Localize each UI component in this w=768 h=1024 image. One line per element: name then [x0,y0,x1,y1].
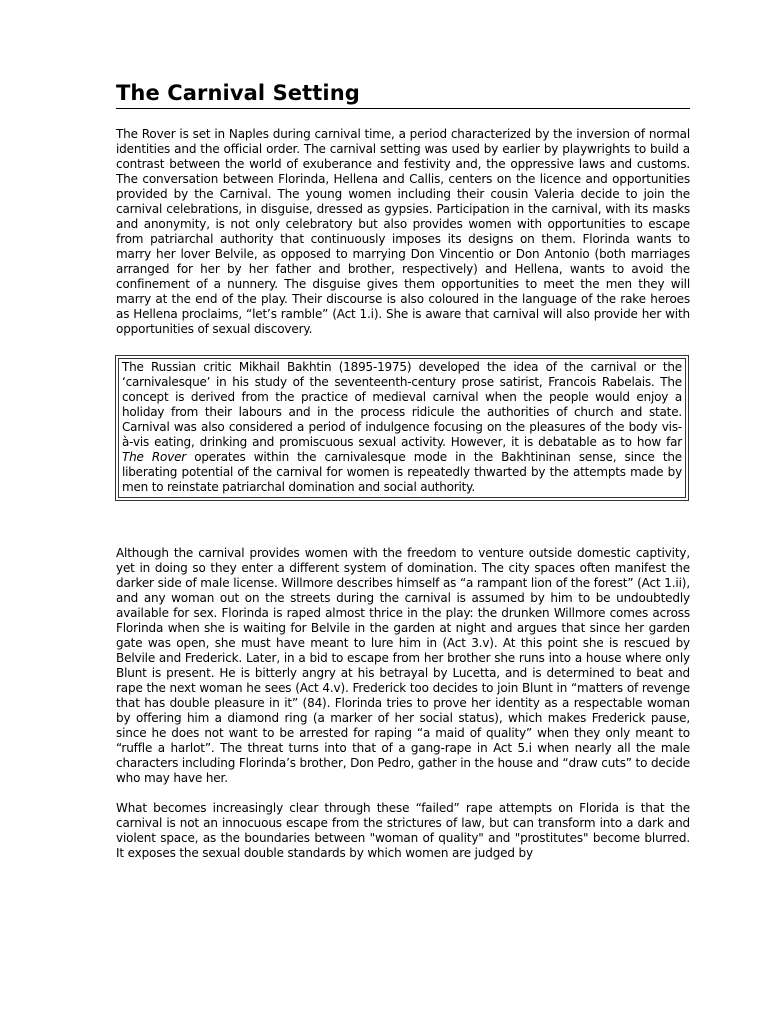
bakhtin-note-box [115,355,689,501]
document-page [116,80,690,861]
title-underline [116,108,690,109]
bakhtin-note-text [122,360,682,495]
spacer [116,786,690,801]
bakhtin-note-text-after: operates within the carnivalesque mode in the Bakhtininan sense, since the liberating potential of the carnival for women is repeatedly thwarted by the attempts made by men to reinstate patriarchal domination and social authority. [122,450,682,494]
bakhtin-note-text-before: The Russian critic Mikhail Bakhtin (1895-1975) developed the idea of the carnival or the ‘carnivalesque’ in his study of the seventeenth-century prose satirist, Francois Rabelais. The concept is derived from the practice of medieval carnival when the people would enjoy a holiday from their labours and in the process ridicule the authorities of church and state. Carnival was also considered a period of indulgence focusing on the pleasures of the body vis-à-vis eating, drinking and promiscuous sexual activity. However, it is debatable as to how far [122,360,682,449]
bakhtin-note-inner [118,358,686,498]
spacer [116,501,690,546]
bakhtin-note-play-title: The Rover [122,450,187,464]
paragraph-carnival-intro: The Rover is set in Naples during carnival time, a period characterized by the inversion of normal identities and the official order. The carnival setting was used by earlier by playwrights to build a contrast between the world of exuberance and festivity and, the oppressive laws and customs. The conversation between Florinda, Hellena and Callis, centers on the licence and opportunities provided by the Carnival. The young women including their cousin Valeria decide to join the carnival celebrations, in disguise, dressed as gypsies. Participation in the carnival, with its masks and anonymity, is not only celebratory but also provides women with opportunities to escape from patriarchal authority that continuously imposes its designs on them. Florinda wants to marry her lover Belvile, as opposed to marrying Don Vincentio or Don Antonio (both marriages arranged for her by her father and brother, respectively) and Hellena, wants to avoid the confinement of a nunnery. The disguise gives them opportunities to meet the men they will marry at the end of the play. Their discourse is also coloured in the language of the rake heroes as Hellena proclaims, “let’s ramble” (Act 1.i). She is aware that carnival will also provide her with opportunities of sexual discovery. [116,127,690,336]
paragraph-failed-attempts: What becomes increasingly clear through these “failed” rape attempts on Florida is that the carnival is not an innocuous escape from the strictures of law, but can transform into a dark and violent space, as the boundaries between "woman of quality" and "prostitutes" become blurred. It exposes the sexual double standards by which women are judged by [116,801,690,860]
page-title: The Carnival Setting [116,81,360,105]
paragraph-domination: Although the carnival provides women with the freedom to venture outside domestic captivity, yet in doing so they enter a different system of domination. The city spaces often manifest the darker side of male license. Willmore describes himself as “a rampant lion of the forest” (Act 1.ii), and any woman out on the streets during the carnival is assumed by him to be undoubtedly available for sex. Florinda is raped almost thrice in the play: the drunken Willmore comes across Florinda when she is waiting for Belvile in the garden at night and argues that since her garden gate was open, she must have meant to lure him in (Act 3.v). At this point she is rescued by Belvile and Frederick. Later, in a bid to escape from her brother she runs into a house where only Blunt is present. He is bitterly angry at his betrayal by Lucetta, and is determined to beat and rape the next woman he sees (Act 4.v). Frederick too decides to join Blunt in “matters of revenge that has double pleasure in it” (84). Florinda tries to prove her identity as a respectable woman by offering him a diamond ring (a marker of her social status), which makes Frederick pause, since he does not want to be arrested for raping “a maid of quality” when they only meant to “ruffle a harlot”. The threat turns into that of a gang-rape in Act 5.i when nearly all the male characters including Florinda’s brother, Don Pedro, gather in the house and “draw cuts” to decide who may have her. [116,546,690,785]
